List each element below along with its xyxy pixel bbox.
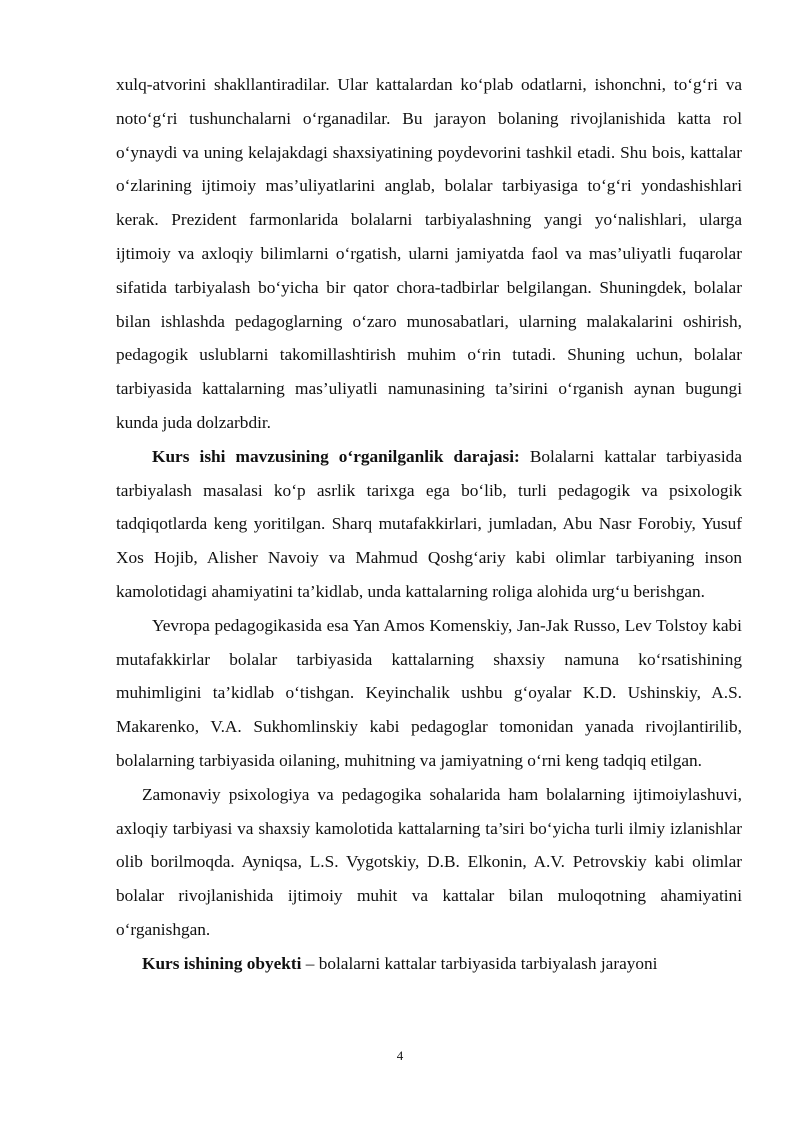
paragraph-heading-research-level: Kurs ishi mavzusining o‘rganilganlik darajasi:	[152, 446, 520, 466]
paragraph-text: xulq-atvorini shakllantiradilar. Ular kattalardan ko‘plab odatlarni, ishonchni, to‘g‘ri va noto‘g‘ri tushunchalarni o‘rganadilar. Bu jarayon bolaning rivojlanishida katta rol o‘ynaydi va uning kelajakdagi shaxsiyatining poydevorini tashkil etadi. Shu bois, kattalar o‘zlarining ijtimoiy mas’uliyatlarini anglab, bolalar tarbiyasiga to‘g‘ri yondashishlari kerak. Prezident farmonlarida bolalarni tarbiyalashning yangi yo‘nalishlari, ularga ijtimoiy va axloqiy bilimlarni o‘rgatish, ularni jamiyatda faol va mas’uliyatli fuqarolar sifatida tarbiyalash bo‘yicha bir qator chora-tadbirlar belgilangan. Shuningdek, bolalar bilan ishlashda pedagoglarning o‘zaro munosabatlari, ularning malakalarini oshirish, pedagogik uslublarni takomillashtirish muhim o‘rin tutadi. Shuning uchun, bolalar tarbiyasida kattalarning mas’uliyatli namunasining ta’sirini o‘rganish aynan bugungi kunda juda dolzarbdir.	[116, 75, 742, 432]
paragraph-research-level	[116, 440, 742, 609]
page-number: 4	[396, 1048, 404, 1063]
paragraph-text: Zamonaviy psixologiya va pedagogika sohalarida ham bolalarning ijtimoiylashuvi, axloqiy tarbiyasi va shaxsiy kamolotida kattalarning ta’siri bo‘yicha turli ilmiy izlanishlar olib borilmoqda. Ayniqsa, L.S. Vygotskiy, D.B. Elkonin, A.V. Petrovskiy kabi olimlar bolalar rivojlanishida ijtimoiy muhit va kattalar bilan muloqotning ahamiyatini o‘rganishgan.	[116, 784, 742, 939]
paragraph-object	[116, 947, 742, 981]
paragraph-text: Yevropa pedagogikasida esa Yan Amos Komenskiy, Jan-Jak Russo, Lev Tolstoy kabi mutafakkirlar bolalar tarbiyasida kattalarning shaxsiy namuna ko‘rsatishining muhimligini ta’kidlab o‘tishgan. Keyinchalik ushbu g‘oyalar K.D. Ushinskiy, A.S. Makarenko, V.A. Sukhomlinskiy kabi pedagoglar tomonidan yanada rivojlantirilib, bolalarning tarbiyasida oilaning, muhitning va jamiyatning o‘rni keng tadqiq etilgan.	[116, 615, 742, 770]
paragraph-modern-psychology	[116, 778, 742, 947]
document-page	[116, 68, 742, 981]
paragraph-continuation	[116, 68, 742, 440]
paragraph-text: – bolalarni kattalar tarbiyasida tarbiyalash jarayoni	[301, 953, 658, 973]
paragraph-heading-object: Kurs ishining obyekti	[142, 953, 302, 973]
paragraph-text: Bolalarni kattalar tarbiyasida tarbiyalash masalasi ko‘p asrlik tarixga ega bo‘lib, turli pedagogik va psixologik tadqiqotlarda keng yoritilgan. Sharq mutafakkirlari, jumladan, Abu Nasr Forobiy, Yusuf Xos Hojib, Alisher Navoiy va Mahmud Qoshg‘ariy kabi olimlar tarbiyaning inson kamolotidagi ahamiyatini ta’kidlab, unda kattalarning roliga alohida urg‘u berishgan.	[116, 446, 742, 601]
paragraph-european-pedagogy	[116, 609, 742, 778]
